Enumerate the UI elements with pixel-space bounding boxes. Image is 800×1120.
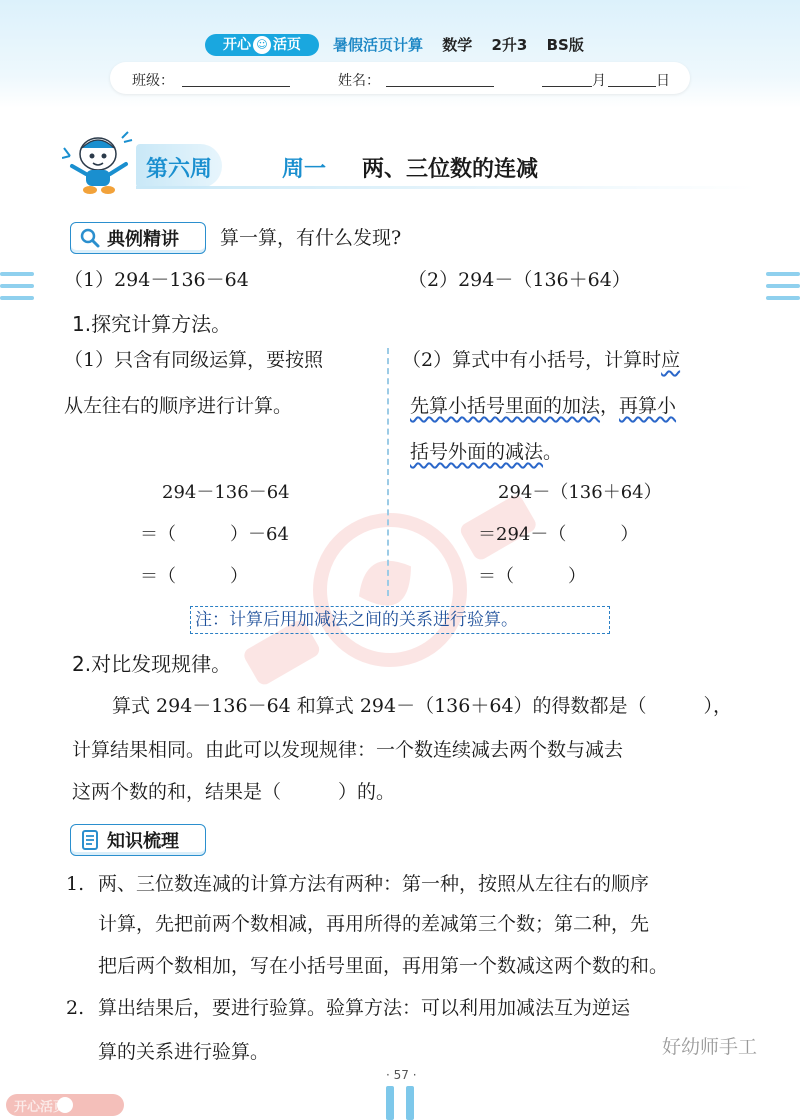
knowledge-item-1-line-1: 两、三位数连减的计算方法有两种：第一种，按照从左往右的顺序 (98, 873, 650, 895)
method-2-line-2-b: ， (600, 395, 620, 417)
knowledge-item-2-num: 2. (66, 997, 85, 1019)
right-calc-step-2[interactable]: ＝294－（ ） (478, 524, 639, 545)
knowledge-item-2-line-1: 算出结果后，要进行验算。验算方法：可以利用加减法互为逆运 (98, 997, 631, 1019)
knowledge-tag-label: 知识梳理 (107, 831, 179, 852)
left-calc-step-1: 294－136－64 (162, 482, 290, 503)
name-label: 姓名： (338, 73, 380, 89)
compare-line-2: 计算结果相同。由此可以发现规律：一个数连续减去两个数与减去 (72, 739, 624, 761)
class-blank[interactable] (182, 86, 290, 87)
question-1: （1）294－136－64 (64, 269, 249, 291)
knowledge-item-1-line-3: 把后两个数相加，写在小括号里面，再用第一个数减这两个数的和。 (98, 955, 669, 977)
day-blank[interactable] (608, 86, 656, 87)
method-2-line-2 (410, 394, 676, 418)
side-mark (766, 272, 800, 276)
notebook-icon (79, 829, 101, 851)
side-mark (0, 284, 34, 288)
knowledge-item-1-line-2: 计算，先把前两个数相减，再用所得的差减第三个数；第二种，先 (98, 913, 650, 935)
method-2-line-2-c: 再算小 (619, 395, 677, 417)
side-mark (0, 272, 34, 276)
example-tag-label: 典例精讲 (107, 229, 179, 250)
knowledge-item-2-line-2: 算的关系进行验算。 (98, 1041, 270, 1063)
subject: 数学 (442, 36, 473, 54)
side-mark (0, 296, 34, 300)
binder-bar (406, 1086, 414, 1120)
side-mark (766, 284, 800, 288)
corner-watermark: 好幼师手工 (662, 1036, 758, 1058)
knowledge-item-1-num: 1. (66, 873, 85, 895)
example-tag (70, 222, 206, 254)
lesson-title: 两、三位数的连减 (362, 157, 539, 182)
right-calc-step-3[interactable]: ＝（ ） (478, 566, 586, 587)
knowledge-tag (70, 824, 206, 856)
method-2-line-1-a: （2）算式中有小括号，计算时 (402, 349, 662, 371)
method-2-line-1 (402, 348, 680, 372)
explore-heading: 1.探究计算方法。 (72, 312, 232, 336)
question-2: （2）294－（136＋64） (408, 269, 631, 291)
side-mark (766, 296, 800, 300)
week-label: 第六周 (146, 157, 213, 182)
column-divider (387, 348, 389, 596)
day-label: 周一 (282, 157, 327, 182)
method-1-line-1: （1）只含有同级运算，要按照 (64, 349, 324, 371)
book-title (333, 34, 598, 56)
verification-note: 注：计算后用加减法之间的关系进行验算。 (190, 606, 610, 634)
compare-line-1[interactable]: 算式 294－136－64 和算式 294－（136＋64）的得数都是（ ）， (112, 695, 733, 717)
student-info-bar (110, 62, 690, 94)
mascot-icon (62, 126, 140, 198)
example-prompt: 算一算，有什么发现? (220, 227, 402, 249)
magnifier-icon (79, 227, 101, 249)
banner-underline (136, 186, 756, 189)
compare-heading: 2.对比发现规律。 (72, 652, 232, 676)
method-2-line-3 (410, 440, 562, 464)
method-2-line-3-end: 。 (543, 441, 563, 463)
left-calc-step-3[interactable]: ＝（ ） (140, 566, 248, 587)
brand-right-text: 活页 (273, 37, 301, 53)
page-number: · 57 · (386, 1068, 417, 1082)
class-label: 班级： (132, 73, 174, 89)
compare-line-3[interactable]: 这两个数的和，结果是（ ）的。 (72, 781, 396, 803)
month-label: 月 (592, 73, 606, 89)
grade: 2升3 (491, 36, 528, 54)
series-name: 暑假活页计算 (333, 36, 424, 54)
method-2-line-3-a: 括号外面的减法 (410, 441, 544, 463)
left-calc-step-2[interactable]: ＝（ ）－64 (140, 524, 289, 545)
right-calc-step-1: 294－（136＋64） (498, 482, 662, 503)
footer-logo-text: 开心活页 (14, 1100, 67, 1115)
binder-bar (386, 1086, 394, 1120)
method-2-line-2-a: 先算小括号里面的加法 (410, 395, 601, 417)
edition: BS版 (546, 36, 584, 54)
month-blank[interactable] (542, 86, 592, 87)
name-blank[interactable] (386, 86, 494, 87)
method-1-line-2: 从左往右的顺序进行计算。 (64, 395, 293, 417)
method-2-line-1-b: 应 (661, 349, 681, 371)
brand-logo (205, 34, 319, 56)
day-label: 日 (656, 73, 670, 89)
brand-left-text: 开心 (223, 37, 251, 53)
brand-smile-icon: ☺ (253, 36, 271, 54)
